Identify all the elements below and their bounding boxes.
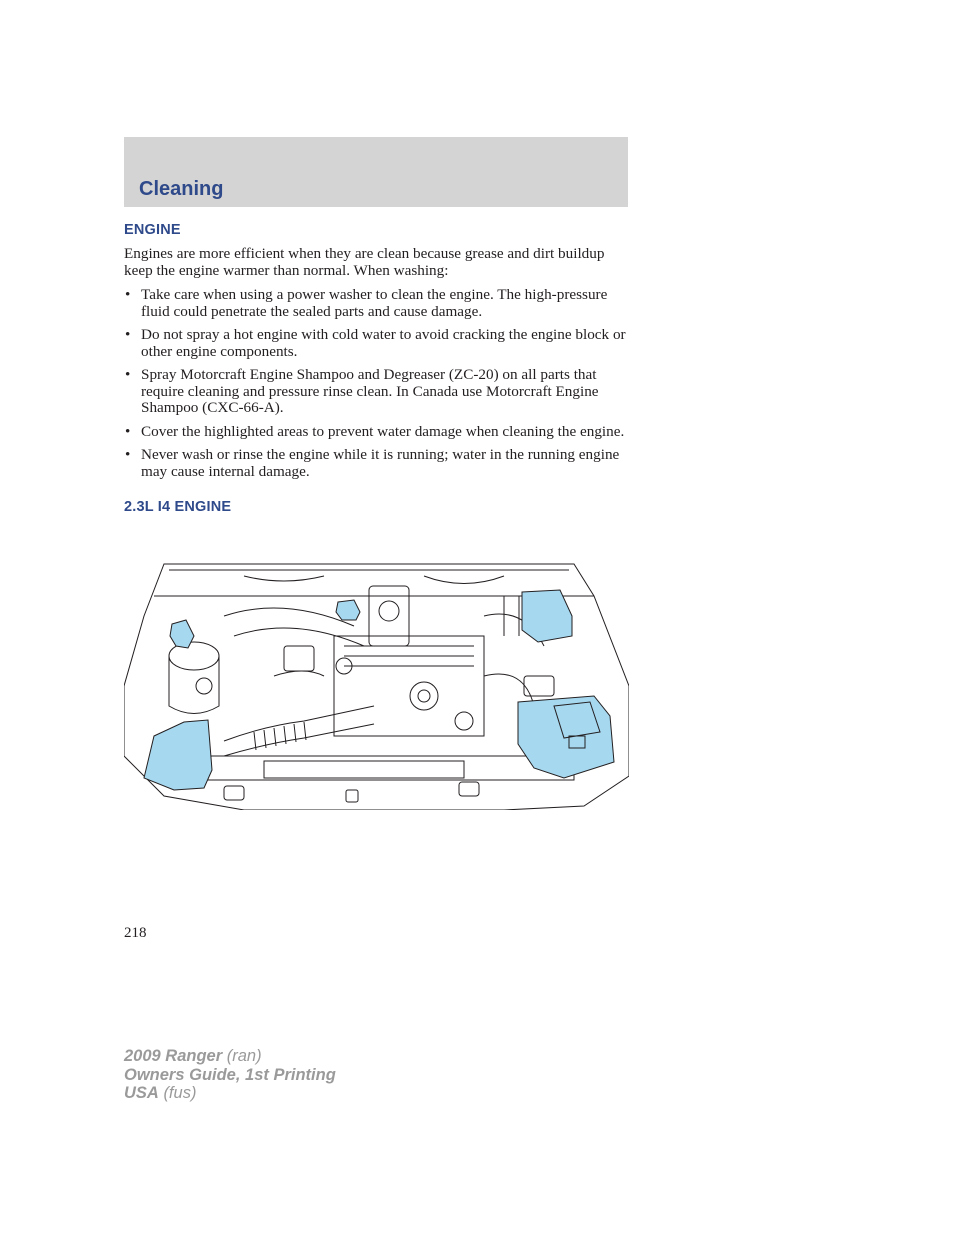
- bullet-icon: •: [125, 286, 131, 303]
- bullet-icon: •: [125, 366, 131, 383]
- footer-market-code: (fus): [163, 1084, 197, 1102]
- list-item: [124, 424, 628, 441]
- i4-engine-heading: 2.3L I4 ENGINE: [124, 499, 232, 515]
- engine-heading: ENGINE: [124, 222, 181, 238]
- list-item: [124, 447, 628, 480]
- footer-line-model: [124, 1047, 336, 1066]
- list-item: [124, 327, 628, 360]
- document-footer: [124, 1047, 336, 1103]
- section-title: Cleaning: [139, 178, 224, 200]
- list-item-text: Take care when using a power washer to clean the engine. The high-pressure fluid could penetrate the sealed parts and cause damage.: [141, 286, 608, 320]
- footer-guide: Owners Guide, 1st Printing: [124, 1065, 336, 1084]
- footer-model-code: (ran): [226, 1047, 262, 1065]
- list-item-text: Never wash or rinse the engine while it is running; water in the running engine may cause internal damage.: [141, 446, 620, 480]
- bullet-icon: •: [125, 446, 131, 463]
- page-content: [124, 220, 628, 517]
- washing-instructions-list: [124, 287, 628, 480]
- footer-model: 2009 Ranger: [124, 1047, 223, 1065]
- footer-line-guide: [124, 1066, 336, 1085]
- footer-line-market: [124, 1084, 336, 1103]
- bullet-icon: •: [125, 422, 131, 440]
- list-item-text: Cover the highlighted areas to prevent water damage when cleaning the engine.: [141, 422, 625, 440]
- footer-market: USA: [124, 1084, 159, 1102]
- list-item: [124, 287, 628, 320]
- section-header-band: [124, 137, 628, 207]
- engine-diagram-svg: [124, 556, 629, 810]
- bullet-icon: •: [125, 326, 131, 343]
- page-number: 218: [124, 925, 147, 941]
- engine-intro-paragraph: Engines are more efficient when they are clean because grease and dirt buildup keep the engine warmer than normal. When washing:: [124, 245, 605, 279]
- list-item-text: Do not spray a hot engine with cold water to avoid cracking the engine block or other engine components.: [141, 326, 626, 360]
- engine-compartment-illustration: [124, 556, 629, 810]
- list-item-text: Spray Motorcraft Engine Shampoo and Degreaser (ZC-20) on all parts that require cleaning and pressure rinse clean. In Canada use Motorcraft Engine Shampoo (CXC-66-A).: [141, 366, 599, 416]
- list-item: [124, 367, 628, 417]
